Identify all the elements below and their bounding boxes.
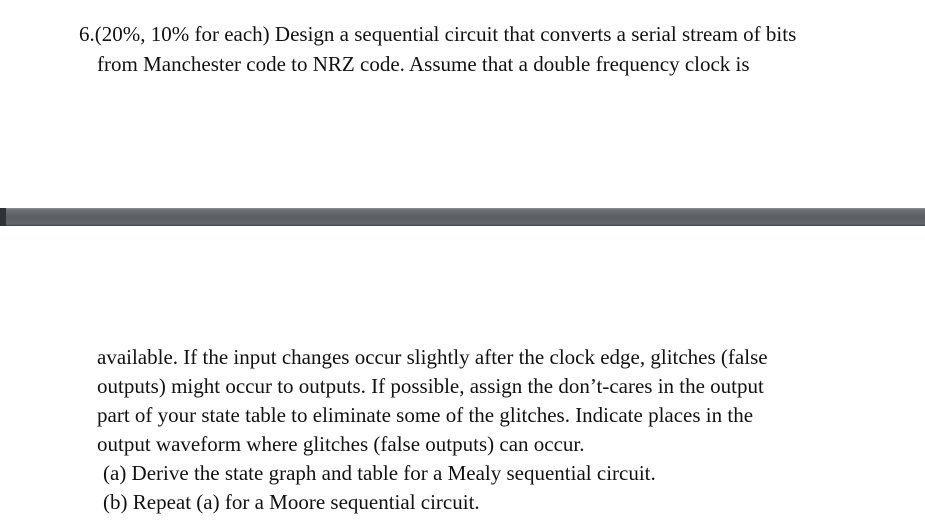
question-part-b: (b) Repeat (a) for a Moore sequential circuit.: [103, 490, 480, 514]
page-break-divider: [0, 208, 925, 226]
page-break-edge: [0, 208, 6, 226]
document-page-top: [0, 0, 925, 208]
question-text-line-2: from Manchester code to NRZ code. Assume that a double frequency clock is: [97, 52, 750, 76]
question-text-line-3: available. If the input changes occur slightly after the clock edge, glitches (false: [97, 345, 768, 369]
question-text-line-5: part of your state table to eliminate some of the glitches. Indicate places in the: [97, 403, 754, 427]
question-text-line-4: outputs) might occur to outputs. If possible, assign the don’t-cares in the output: [97, 374, 764, 398]
question-part-a: (a) Derive the state graph and table for a Mealy sequential circuit.: [103, 461, 656, 485]
document-page-bottom: [0, 226, 925, 530]
question-text-line-6: output waveform where glitches (false outputs) can occur.: [97, 432, 585, 456]
question-text-line-1: 6.(20%, 10% for each) Design a sequential circuit that converts a serial stream of bits: [79, 22, 797, 46]
